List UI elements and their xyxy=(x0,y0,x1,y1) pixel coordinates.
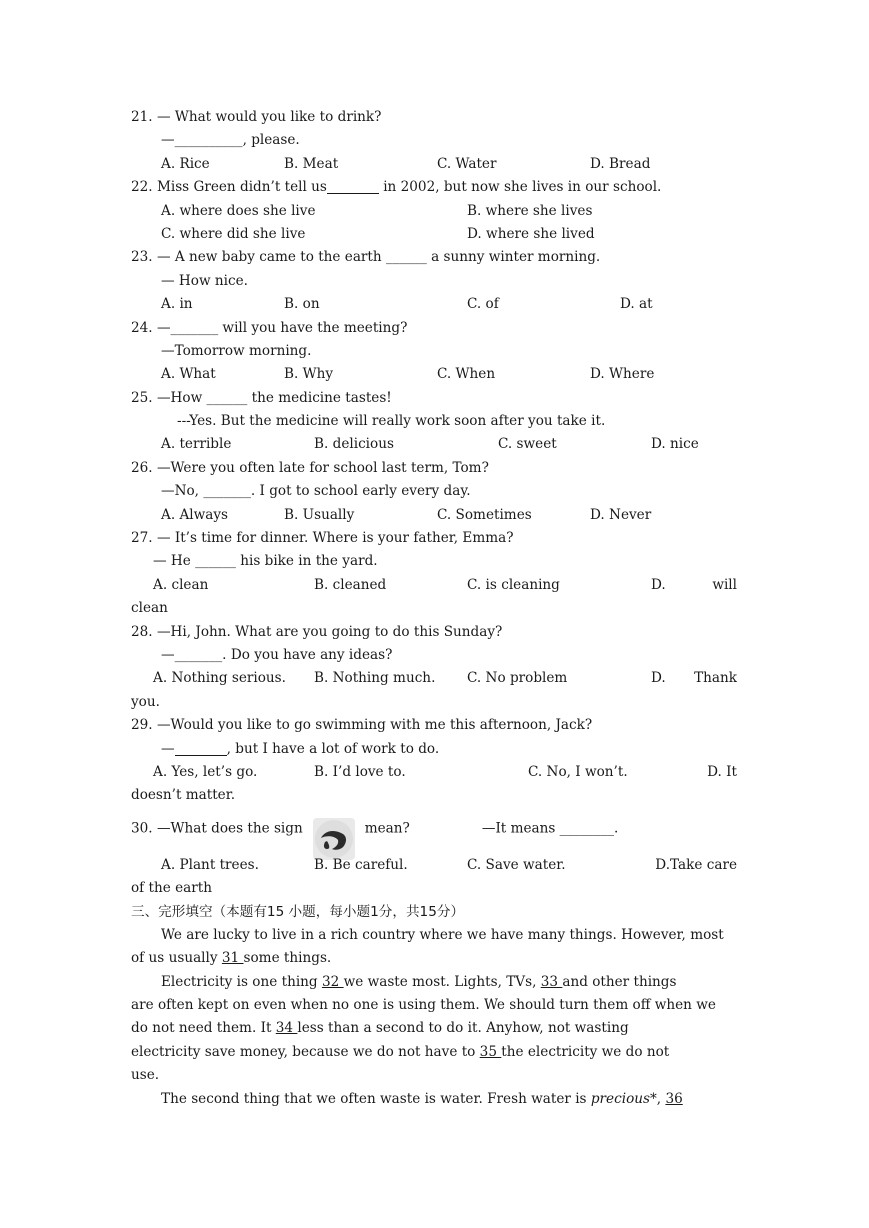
question-27: 27. — It’s time for dinner. Where is your father, Emma? xyxy=(131,530,514,547)
question-25-options xyxy=(131,433,737,456)
option-d: D.Take care xyxy=(655,856,737,873)
passage-line-7: use. xyxy=(131,1067,160,1084)
option-b: B. delicious xyxy=(314,436,394,453)
passage-text: the electricity we do not xyxy=(501,1043,670,1060)
question-27-answer: — He ______ his bike in the yard. xyxy=(153,553,378,570)
option-a: A. Nothing serious. xyxy=(153,670,286,687)
option-d: D. at xyxy=(620,296,653,313)
option-c: C. Save water. xyxy=(467,856,566,873)
passage-italic-word: precious* xyxy=(590,1090,657,1107)
answer-blank xyxy=(327,178,379,194)
passage-text: do not need them. It xyxy=(131,1020,276,1037)
section-title: 三、完形填空（本题有15 小题，每小题1分，共15分） xyxy=(131,903,465,920)
option-d: D. nice xyxy=(651,436,699,453)
option-b: B. Nothing much. xyxy=(314,670,436,687)
blank-31: 31 xyxy=(221,950,244,967)
passage-text: electricity save money, because we do not have to xyxy=(131,1043,480,1060)
option-a: A. terrible xyxy=(161,436,232,453)
question-29: 29. —Would you like to go swimming with me this afternoon, Jack? xyxy=(131,717,593,734)
passage-line-4: are often kept on even when no one is using them. We should turn them off when we xyxy=(131,997,716,1014)
blank-34: 34 xyxy=(275,1020,298,1037)
question-21-options xyxy=(131,153,737,176)
passage-text: The second thing that we often waste is water. Fresh water is xyxy=(161,1090,591,1107)
question-22 xyxy=(131,176,737,199)
question-28: 28. —Hi, John. What are you going to do this Sunday? xyxy=(131,623,503,640)
question-26: 26. —Were you often late for school last term, Tom? xyxy=(131,459,489,476)
question-30-text-mid: mean? xyxy=(364,820,410,837)
question-28-options xyxy=(131,667,737,690)
option-a: A. Yes, let’s go. xyxy=(153,763,258,780)
option-b: B. on xyxy=(284,296,320,313)
passage-text: of us usually xyxy=(131,950,218,967)
question-30 xyxy=(131,808,737,854)
question-22-text-end: in 2002, but now she lives in our school. xyxy=(378,179,662,196)
question-30-text-start: 30. —What does the sign xyxy=(131,820,303,837)
option-a: A. in xyxy=(161,296,193,313)
option-a: A. Plant trees. xyxy=(161,856,259,873)
question-30-options-wrap: of the earth xyxy=(131,880,212,897)
option-a: A. clean xyxy=(153,576,209,593)
question-28-answer: —_______. Do you have any ideas? xyxy=(161,646,393,663)
passage-line-8 xyxy=(131,1088,737,1111)
question-30-answer: —It means ________. xyxy=(481,820,619,837)
option-d: D. It xyxy=(707,763,737,780)
question-24-options xyxy=(131,363,737,386)
question-22-text-start: 22. Miss Green didn’t tell us xyxy=(131,179,327,196)
question-26-options xyxy=(131,504,737,527)
option-a: A. where does she live xyxy=(161,202,316,219)
option-c: C. is cleaning xyxy=(467,576,560,593)
question-21: 21. — What would you like to drink? xyxy=(131,109,382,125)
passage-text: some things. xyxy=(243,950,332,967)
option-b: B. Usually xyxy=(284,506,355,523)
option-d: D. Never xyxy=(590,506,652,523)
option-b: B. cleaned xyxy=(314,576,387,593)
question-27-options-wrap: clean xyxy=(131,600,168,617)
option-d: D. Bread xyxy=(590,155,651,172)
blank-35: 35 xyxy=(479,1043,502,1060)
option-b: B. Be careful. xyxy=(314,856,408,873)
passage-text: less than a second to do it. Anyhow, not wasting xyxy=(297,1020,629,1037)
passage-line-1: We are lucky to live in a rich country where we have many things. However, most xyxy=(161,926,724,943)
question-27-options xyxy=(131,574,737,597)
question-29-options xyxy=(131,761,737,784)
option-b: B. Why xyxy=(284,366,334,383)
passage-line-3 xyxy=(131,971,737,994)
option-d: D. Where xyxy=(590,366,655,383)
exam-page xyxy=(131,106,737,1111)
option-c: C. where did she live xyxy=(161,225,306,242)
option-c: C. No, I won’t. xyxy=(528,763,628,780)
passage-text: , xyxy=(656,1090,666,1107)
passage-line-6 xyxy=(131,1041,737,1064)
question-23-options xyxy=(131,293,737,316)
option-b: B. where she lives xyxy=(467,202,593,219)
question-26-answer: —No, _______. I got to school early every day. xyxy=(161,483,471,500)
option-d-text: will xyxy=(712,576,737,593)
passage-text: Electricity is one thing xyxy=(161,973,322,990)
blank-36: 36 xyxy=(665,1090,683,1107)
blank-32: 32 xyxy=(321,973,344,990)
question-23: 23. — A new baby came to the earth ______ a sunny winter morning. xyxy=(131,249,601,266)
option-d: D. xyxy=(651,670,666,687)
option-c: C. When xyxy=(437,366,496,383)
passage-text: and other things xyxy=(562,973,677,990)
question-21-answer: —__________, please. xyxy=(161,132,300,149)
option-d: D. where she lived xyxy=(467,225,595,242)
question-22-options-row1 xyxy=(131,200,737,223)
option-b: B. I’d love to. xyxy=(314,763,406,780)
option-c: C. Sometimes xyxy=(437,506,532,523)
question-28-options-wrap: you. xyxy=(131,693,160,710)
question-29-answer xyxy=(131,738,737,761)
passage-text: we waste most. Lights, TVs, xyxy=(343,973,541,990)
blank-33: 33 xyxy=(540,973,563,990)
question-29-answer-end: , but I have a lot of work to do. xyxy=(226,740,440,757)
question-29-options-wrap: doesn’t matter. xyxy=(131,787,236,804)
passage-line-5 xyxy=(131,1017,737,1040)
option-d: D. xyxy=(651,576,666,593)
option-c: C. sweet xyxy=(498,436,557,453)
option-b: B. Meat xyxy=(284,155,339,172)
option-c: C. No problem xyxy=(467,670,568,687)
question-30-options xyxy=(131,854,737,877)
option-c: C. of xyxy=(467,296,499,313)
question-25: 25. —How ______ the medicine tastes! xyxy=(131,389,392,406)
option-a: A. What xyxy=(161,366,216,383)
option-a: A. Rice xyxy=(161,155,210,172)
answer-dash: — xyxy=(161,740,175,757)
question-22-options-row2 xyxy=(131,223,737,246)
question-25-answer: ---Yes. But the medicine will really work soon after you take it. xyxy=(177,413,606,430)
question-24: 24. —_______ will you have the meeting? xyxy=(131,319,408,336)
option-a: A. Always xyxy=(161,506,229,523)
question-23-answer: — How nice. xyxy=(161,272,248,289)
answer-blank xyxy=(175,740,227,756)
passage-line-2 xyxy=(131,947,737,970)
question-24-answer: —Tomorrow morning. xyxy=(161,342,312,359)
option-c: C. Water xyxy=(437,155,497,172)
option-d-text: Thank xyxy=(694,670,737,687)
